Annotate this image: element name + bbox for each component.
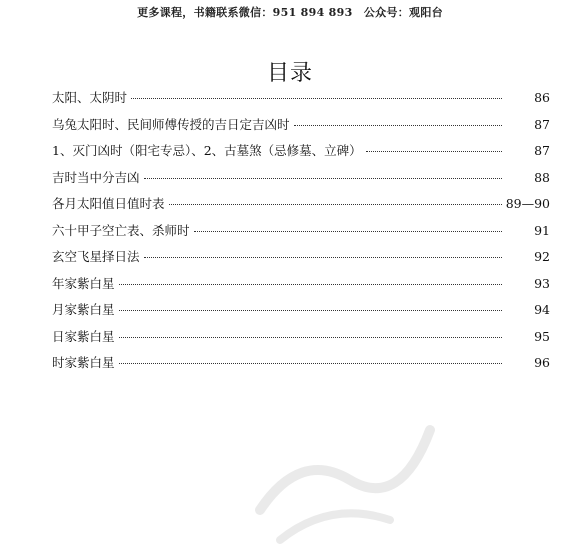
toc-entry — [52, 327, 550, 354]
toc-entry-page: 87 — [534, 116, 550, 132]
toc-entry — [52, 194, 550, 221]
dot-leader — [119, 310, 502, 311]
toc-entry-title: 年家紫白星 — [52, 275, 115, 291]
toc-entry — [52, 300, 550, 327]
dot-leader — [131, 98, 502, 99]
toc-entry-title: 月家紫白星 — [52, 302, 115, 317]
toc-entry-title: 吉时当中分吉凶 — [52, 169, 140, 185]
dot-leader — [144, 178, 502, 179]
dot-leader — [144, 257, 502, 258]
toc-entry-title: 各月太阳值日值时表 — [52, 196, 165, 211]
toc-entry-title: 时家紫白星 — [52, 355, 115, 370]
toc-entry-page: 95 — [534, 328, 550, 344]
toc-entry — [52, 141, 550, 168]
toc-entry-title: 六十甲子空亡表、杀师时 — [52, 222, 190, 238]
toc-entry-page: 94 — [534, 302, 550, 317]
toc-entry — [52, 274, 550, 301]
toc-entry-page: 91 — [534, 222, 550, 238]
toc-entry-page: 88 — [534, 169, 550, 185]
page-title: 目录 — [266, 61, 313, 86]
toc-entry-page: 92 — [534, 249, 550, 264]
toc-entry-page: 96 — [534, 355, 550, 370]
toc-entry-title: 1、灭门凶时（阳宅专忌）、2、古墓煞（忌修墓、立碑） — [52, 143, 362, 158]
toc-entry — [52, 353, 550, 380]
toc-entry-page: 93 — [534, 275, 550, 291]
dot-leader — [119, 363, 502, 364]
dot-leader — [119, 337, 502, 338]
toc-entry — [52, 221, 550, 248]
toc-entry-title: 太阳、太阴时 — [52, 90, 128, 105]
faint-watermark — [240, 390, 440, 550]
toc-entry-page: 89—90 — [505, 196, 550, 211]
dot-leader — [169, 204, 502, 205]
toc-entry-page: 87 — [534, 143, 550, 158]
toc-entry — [52, 168, 550, 195]
toc-entry — [52, 88, 550, 115]
dot-leader — [294, 125, 502, 126]
table-of-contents — [52, 88, 550, 380]
dot-leader — [119, 284, 502, 285]
toc-entry — [52, 247, 550, 274]
dot-leader — [194, 231, 502, 232]
toc-entry — [52, 115, 550, 142]
dot-leader — [366, 151, 502, 152]
toc-entry-title: 乌兔太阳时、民间师傅传授的吉日定吉凶时 — [52, 116, 290, 132]
toc-entry-title: 日家紫白星 — [52, 328, 115, 344]
toc-entry-page: 86 — [534, 90, 550, 105]
page-header: 更多课程，书籍联系微信：951 894 893 公众号：观阳台 — [137, 6, 443, 19]
toc-entry-title: 玄空飞星择日法 — [52, 249, 140, 264]
